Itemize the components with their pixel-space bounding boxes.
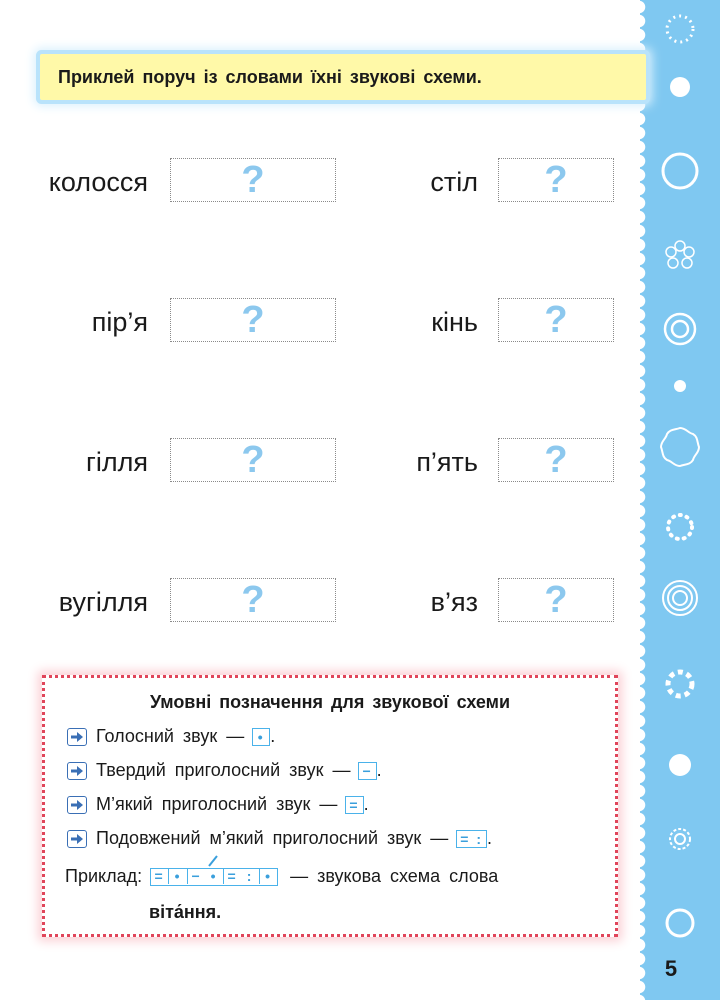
legend-box xyxy=(42,675,618,937)
soft-consonant-symbol: = xyxy=(345,796,363,814)
stress-mark-icon xyxy=(207,855,219,867)
arrow-right-icon xyxy=(67,796,87,814)
sticker-slot[interactable] xyxy=(498,438,614,482)
example-label: Приклад: xyxy=(65,866,143,886)
wavy-circle-icon xyxy=(640,424,720,470)
word-label: гілля xyxy=(86,447,148,477)
page-number: 5 xyxy=(664,956,678,981)
legend-item-end: . xyxy=(487,828,493,848)
question-mark: ? xyxy=(241,579,265,621)
sticker-slot[interactable] xyxy=(498,298,614,342)
legend-item xyxy=(67,794,369,815)
legend-item-end: . xyxy=(270,726,276,746)
sticker-slot[interactable] xyxy=(170,578,336,622)
legend-title: Умовні позначення для звукової схеми xyxy=(149,692,511,712)
scalloped-edge xyxy=(632,0,646,1000)
hard-consonant-symbol: − xyxy=(358,762,376,780)
legend-item xyxy=(67,726,275,747)
scheme-cell: : xyxy=(246,868,254,884)
legend-item xyxy=(67,828,492,849)
question-mark: ? xyxy=(241,299,265,341)
legend-item-label: М’який приголосний звук — xyxy=(96,794,338,814)
word-label: в’яз xyxy=(430,587,478,617)
instruction-banner xyxy=(40,54,646,100)
question-mark: ? xyxy=(544,159,568,201)
legend-item-label: Подовжений м’який приголосний звук — xyxy=(96,828,449,848)
scheme-cell: = xyxy=(151,869,169,884)
legend-item xyxy=(67,760,382,781)
question-mark: ? xyxy=(544,439,568,481)
vowel-symbol: • xyxy=(252,728,270,746)
sticker-slot[interactable] xyxy=(498,578,614,622)
example-row xyxy=(65,866,498,887)
word-label: кінь xyxy=(431,307,478,337)
question-mark: ? xyxy=(241,439,265,481)
dashed-ring-icon xyxy=(640,666,720,702)
scheme-cell: = xyxy=(223,869,241,884)
legend-item-label: Твердий приголосний звук — xyxy=(96,760,351,780)
outline-ring-icon xyxy=(640,906,720,940)
word-label: пір’я xyxy=(91,307,148,337)
scheme-cell: • xyxy=(259,869,277,884)
dotted-circle-icon xyxy=(640,12,720,46)
scheme-cell: • xyxy=(210,868,218,884)
legend-item-end: . xyxy=(376,760,382,780)
arrow-right-icon xyxy=(67,728,87,746)
question-mark: ? xyxy=(544,579,568,621)
word-label: вугілля xyxy=(58,587,148,617)
scheme-cell: • xyxy=(174,868,182,884)
word-label: колосся xyxy=(48,167,148,197)
spiral-icon xyxy=(640,824,720,854)
ring-icon xyxy=(640,150,720,192)
word-label: стіл xyxy=(430,167,478,197)
sticker-slot[interactable] xyxy=(170,158,336,202)
arrow-right-icon xyxy=(67,830,87,848)
decorative-strip xyxy=(640,0,720,1000)
example-word: віта́ння. xyxy=(149,902,222,922)
long-soft-consonant-symbol: = : xyxy=(456,830,487,848)
concentric-rings-icon xyxy=(640,578,720,618)
legend-item-end: . xyxy=(363,794,369,814)
sticker-slot[interactable] xyxy=(170,438,336,482)
arrow-right-icon xyxy=(67,762,87,780)
example-text: — звукова схема слова xyxy=(290,866,499,886)
target-icon xyxy=(640,310,720,348)
circle-icon xyxy=(640,76,720,98)
flower-icon xyxy=(640,238,720,274)
small-dot-icon xyxy=(640,378,720,394)
question-mark: ? xyxy=(544,299,568,341)
dot-ring-icon xyxy=(640,510,720,544)
example-scheme xyxy=(150,868,278,886)
legend-item-label: Голосний звук — xyxy=(96,726,245,746)
question-mark: ? xyxy=(241,159,265,201)
sticker-slot[interactable] xyxy=(170,298,336,342)
large-dot-icon xyxy=(640,752,720,778)
instruction-text: Приклей поруч із словами їхні звукові схеми. xyxy=(58,67,482,87)
sticker-slot[interactable] xyxy=(498,158,614,202)
scheme-cell: − xyxy=(187,869,205,884)
word-label: п’ять xyxy=(416,447,478,477)
